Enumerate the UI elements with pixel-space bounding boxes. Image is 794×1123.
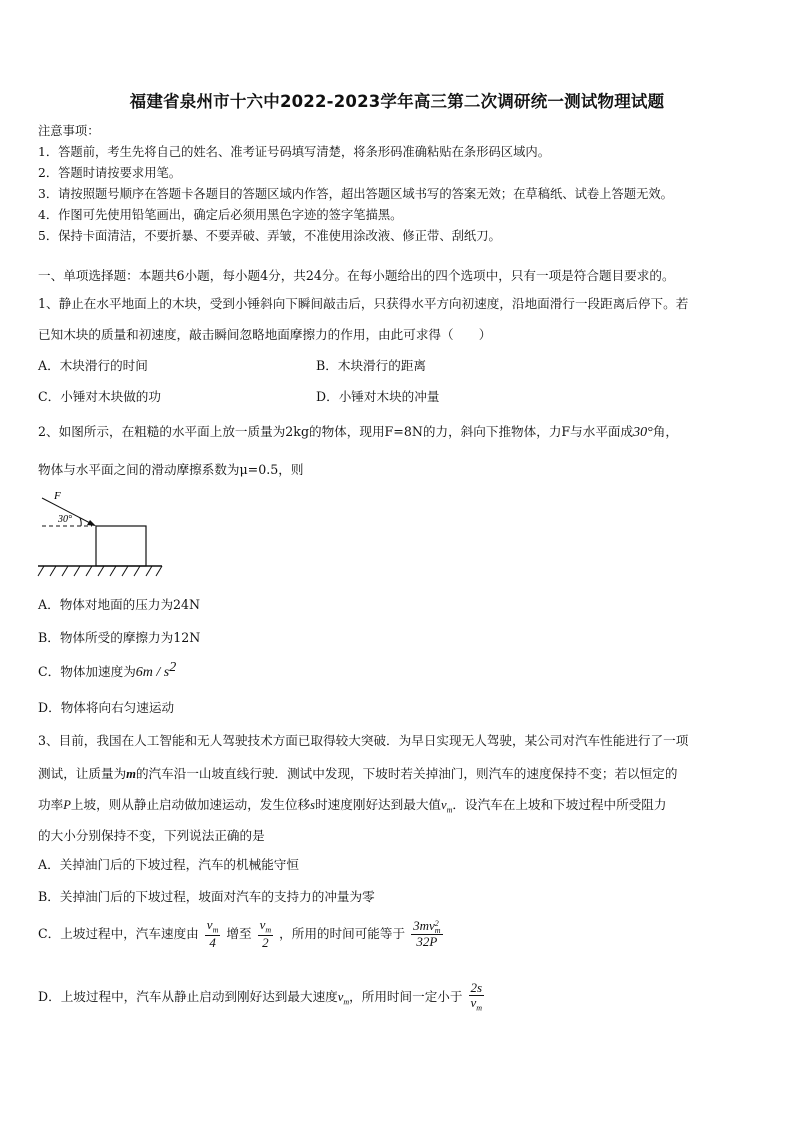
q3-option-c	[38, 918, 445, 951]
q3-var-v-sub: m	[446, 805, 453, 815]
q2-option-c-sup: 2	[169, 660, 177, 675]
frac-num-sub: m	[212, 925, 219, 935]
q2-option-d: D．物体将向右匀速运动	[38, 700, 175, 715]
fraction-vm-over-2	[258, 918, 274, 951]
angle-label: 30°	[58, 514, 72, 525]
notice-item-1: 1．答题前，考生先将自己的姓名、准考证号码填写清楚，将条形码准确粘贴在条形码区域内。	[38, 145, 550, 159]
q3-option-b: B．关掉油门后的下坡过程，坡面对汽车的支持力的冲量为零	[38, 889, 375, 904]
q2-angle: 30°	[633, 425, 653, 440]
q1-option-b: B．木块滑行的距离	[316, 358, 427, 373]
angle-arc	[80, 518, 81, 526]
frac-den: 4	[209, 935, 216, 951]
notice-item-3: 3．请按照题号顺序在答题卡各题目的答题区域内作答，超出答题区域书写的答案无效；在草稿纸、试卷上答题无效。	[38, 187, 673, 201]
q3-option-c-text: C．上坡过程中，汽车速度由	[38, 925, 199, 941]
q2-option-b: B．物体所受的摩擦力为12N	[38, 630, 201, 645]
q3-stem-line2	[38, 763, 677, 782]
q2-option-c-text: C．物体加速度为	[38, 664, 136, 680]
q3-option-d-text: ，所用时间一定小于	[349, 988, 463, 1004]
frac-num-sup: 2	[434, 918, 439, 928]
q3-stem-line3	[38, 794, 666, 815]
q3-option-c-text: 增至	[226, 925, 252, 941]
block	[96, 526, 146, 566]
notice-item-5: 5．保持卡面清洁，不要折暴、不要弄破、弄皱，不准使用涂改液、修正带、刮纸刀。	[38, 229, 501, 243]
page-title: 福建省泉州市十六中2022-2023学年高三第二次调研统一测试物理试题	[129, 92, 665, 111]
q3-text: 时速度刚好达到最大值	[315, 797, 442, 812]
fraction-3mvm2-over-32p	[411, 919, 442, 950]
frac-num: 2s	[470, 980, 483, 995]
q2-option-c-math: 6m / s	[135, 665, 170, 681]
q3-text: 测试，让质量为	[38, 766, 127, 781]
q2-stem-text: 2、如图所示，在粗糙的水平面上放一质量为2kg的物体，现用F=8N的力，斜向下推物体，力F与水平面成	[38, 424, 634, 439]
q3-option-d	[38, 981, 486, 1014]
fraction-vm-over-4	[205, 918, 221, 951]
frac-den-sub: m	[476, 1003, 483, 1013]
q1-option-a: A．木块滑行的时间	[38, 358, 148, 373]
q1-stem-line1: 1、静止在水平地面上的木块，受到小锤斜向下瞬间敲击后，只获得水平方向初速度，沿地面滑行一段距离后停下。若	[38, 296, 689, 311]
q2-option-c	[38, 660, 176, 681]
notice-item-4: 4．作图可先使用铅笔画出，确定后必须用黑色字迹的签字笔描黑。	[38, 208, 403, 222]
q3-stem-line1: 3、目前，我国在人工智能和无人驾驶技术方面已取得较大突破．为早日实现无人驾驶，某公司对汽车性能进行了一项	[38, 733, 689, 748]
q3-text: ．设汽车在上坡和下坡过程中所受阻力	[452, 797, 667, 812]
q3-text: 的汽车沿一山坡直线行驶．测试中发现，下坡时若关掉油门，则汽车的速度保持不变；若以恒定的	[135, 766, 678, 781]
q3-option-d-text: D．上坡过程中，汽车从静止启动到刚好达到最大速度	[38, 988, 338, 1004]
q3-var-m: m	[126, 767, 136, 781]
frac-num-sub: m	[434, 926, 441, 936]
q3-option-d-var-sub: m	[343, 997, 350, 1007]
q1-stem-line2: 已知木块的质量和初速度，敲击瞬间忽略地面摩擦力的作用，由此可求得（ ）	[38, 327, 492, 342]
q3-text: 功率	[38, 797, 64, 812]
frac-den: 32P	[416, 934, 438, 950]
q3-text: 上坡，则从静止启动做加速运动，发生位移	[70, 797, 311, 812]
q1-option-d: D．小锤对木块的冲量	[316, 389, 440, 404]
notice-heading: 注意事项：	[38, 124, 100, 138]
q3-stem-line4: 的大小分别保持不变，下列说法正确的是	[38, 828, 265, 843]
section-heading: 一、单项选择题：本题共6小题，每小题4分，共24分。在每小题给出的四个选项中，只有一项是符合题目要求的。	[38, 268, 675, 283]
q1-option-c: C．小锤对木块做的功	[38, 389, 161, 404]
notice-item-2: 2．答题时请按要求用笔。	[38, 166, 182, 180]
frac-den: v	[470, 995, 477, 1011]
q2-stem-line1	[38, 421, 678, 441]
q3-var-p: P	[63, 798, 71, 812]
q3-var-s: s	[310, 798, 316, 812]
force-arrowhead	[87, 520, 96, 526]
frac-num: 3mv	[413, 918, 435, 934]
frac-num: v	[206, 917, 213, 932]
q3-option-c-text: ，所用的时间可能等于	[279, 925, 406, 941]
q2-stem-end: 角，	[652, 424, 678, 439]
frac-num: v	[259, 917, 266, 932]
q2-figure	[36, 488, 166, 580]
ground-hatching	[38, 566, 162, 576]
force-label: F	[54, 490, 61, 502]
q2-stem-line2: 物体与水平面之间的滑动摩擦系数为μ=0.5，则	[38, 462, 304, 477]
frac-den: 2	[262, 935, 269, 951]
q3-var-v: v	[441, 798, 447, 812]
q2-option-a: A．物体对地面的压力为24N	[38, 597, 201, 612]
q3-option-d-var: v	[337, 989, 344, 1004]
frac-num-sub: m	[265, 925, 272, 935]
q3-option-a: A．关掉油门后的下坡过程，汽车的机械能守恒	[38, 857, 299, 872]
fraction-2s-over-vm	[469, 981, 485, 1014]
